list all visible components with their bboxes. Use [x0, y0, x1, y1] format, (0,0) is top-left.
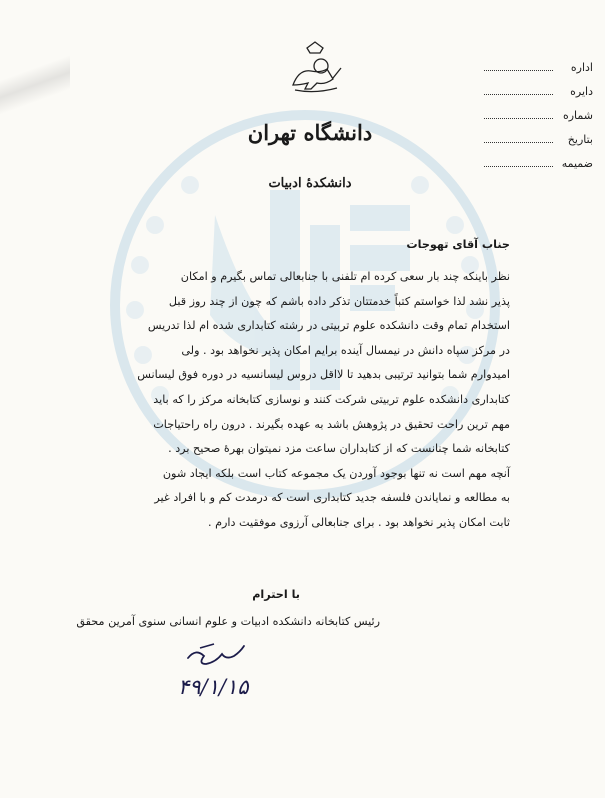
respect-line: با احترام	[252, 588, 300, 601]
field-number	[478, 98, 593, 122]
salutation: جناب آقای تهوجات	[406, 238, 510, 251]
field-label: ضمیمه	[561, 157, 593, 170]
field-line	[484, 118, 553, 119]
field-department	[478, 74, 593, 98]
letter-line: مهم ترین راحت تحقیق در پژوهش باشد به عهده بگیرند . درون راه راحتیاجات	[153, 417, 510, 431]
signer-title: رئیس کتابخانه دانشکده ادبیات و علوم انسانی سنوی آمرین محقق	[76, 615, 380, 628]
field-office	[478, 50, 593, 74]
field-label: بتاریخ	[567, 133, 593, 146]
letter-paragraph	[65, 265, 510, 536]
field-label: دایره	[570, 85, 593, 98]
field-date	[478, 122, 593, 146]
field-attachment	[478, 146, 593, 170]
field-label: اداره	[570, 61, 593, 74]
letter-line: امیدوارم شما بتوانید ترتیبی بدهید تا لااقل دروس لیسانسیه در دوره فوق لیسانس	[137, 368, 510, 382]
field-line	[484, 94, 553, 95]
letter-line: به مطالعه و نمایاندن فلسفه جدید کتابداری است که درمدت کم و با افراد غیر	[154, 491, 510, 505]
letter-line: استخدام تمام وقت دانشکده علوم تربیتی در رشته کتابداری شده ام لذا تدریس	[147, 319, 510, 333]
paper-crease	[0, 40, 70, 130]
letter-line: کتابداری دانشکده علوم تربیتی شرکت کنند و نوسازی کتابخانه مرکز را که باید	[153, 392, 510, 406]
handwritten-date: ۴۹/۱/۱۵	[178, 675, 249, 699]
letter-line: پذیر نشد لذا خواستم کتباً خدمتتان تذکر داده باشم که چون از چند روز قبل	[168, 294, 510, 308]
letter-closing	[50, 588, 380, 628]
field-line	[484, 166, 553, 167]
field-line	[484, 142, 553, 143]
letter-line: کتابخانه شما چنانست که از کتابداران ساعت مزد نمیتوان بهرهٔ صحیح برد .	[168, 442, 510, 456]
field-line	[484, 70, 553, 71]
header-fields	[478, 50, 593, 170]
letter-line: در مرکز سپاه دانش در نیمسال آینده برایم امکان پذیر نخواهد بود . ولی	[181, 343, 510, 357]
letter-body	[65, 238, 510, 536]
letter-line: آنچه مهم است نه تنها بوجود آوردن یک مجموعه کتاب است بلکه ایجاد شون	[162, 466, 510, 480]
letter-line: ثابت امکان پذیر نخواهد بود . برای جنابعالی آرزوی موفقیت دارم .	[207, 515, 510, 529]
university-name: دانشگاه تهران	[247, 120, 373, 145]
letter-line: نظر باینکه چند بار سعی کرده ام تلفنی با جنابعالی تماس بگیرم و امکان	[180, 270, 510, 283]
lion-and-sun-emblem	[285, 40, 345, 95]
faculty-name: دانشکدۀ ادبیات	[268, 176, 352, 191]
field-label: شماره	[562, 109, 593, 122]
